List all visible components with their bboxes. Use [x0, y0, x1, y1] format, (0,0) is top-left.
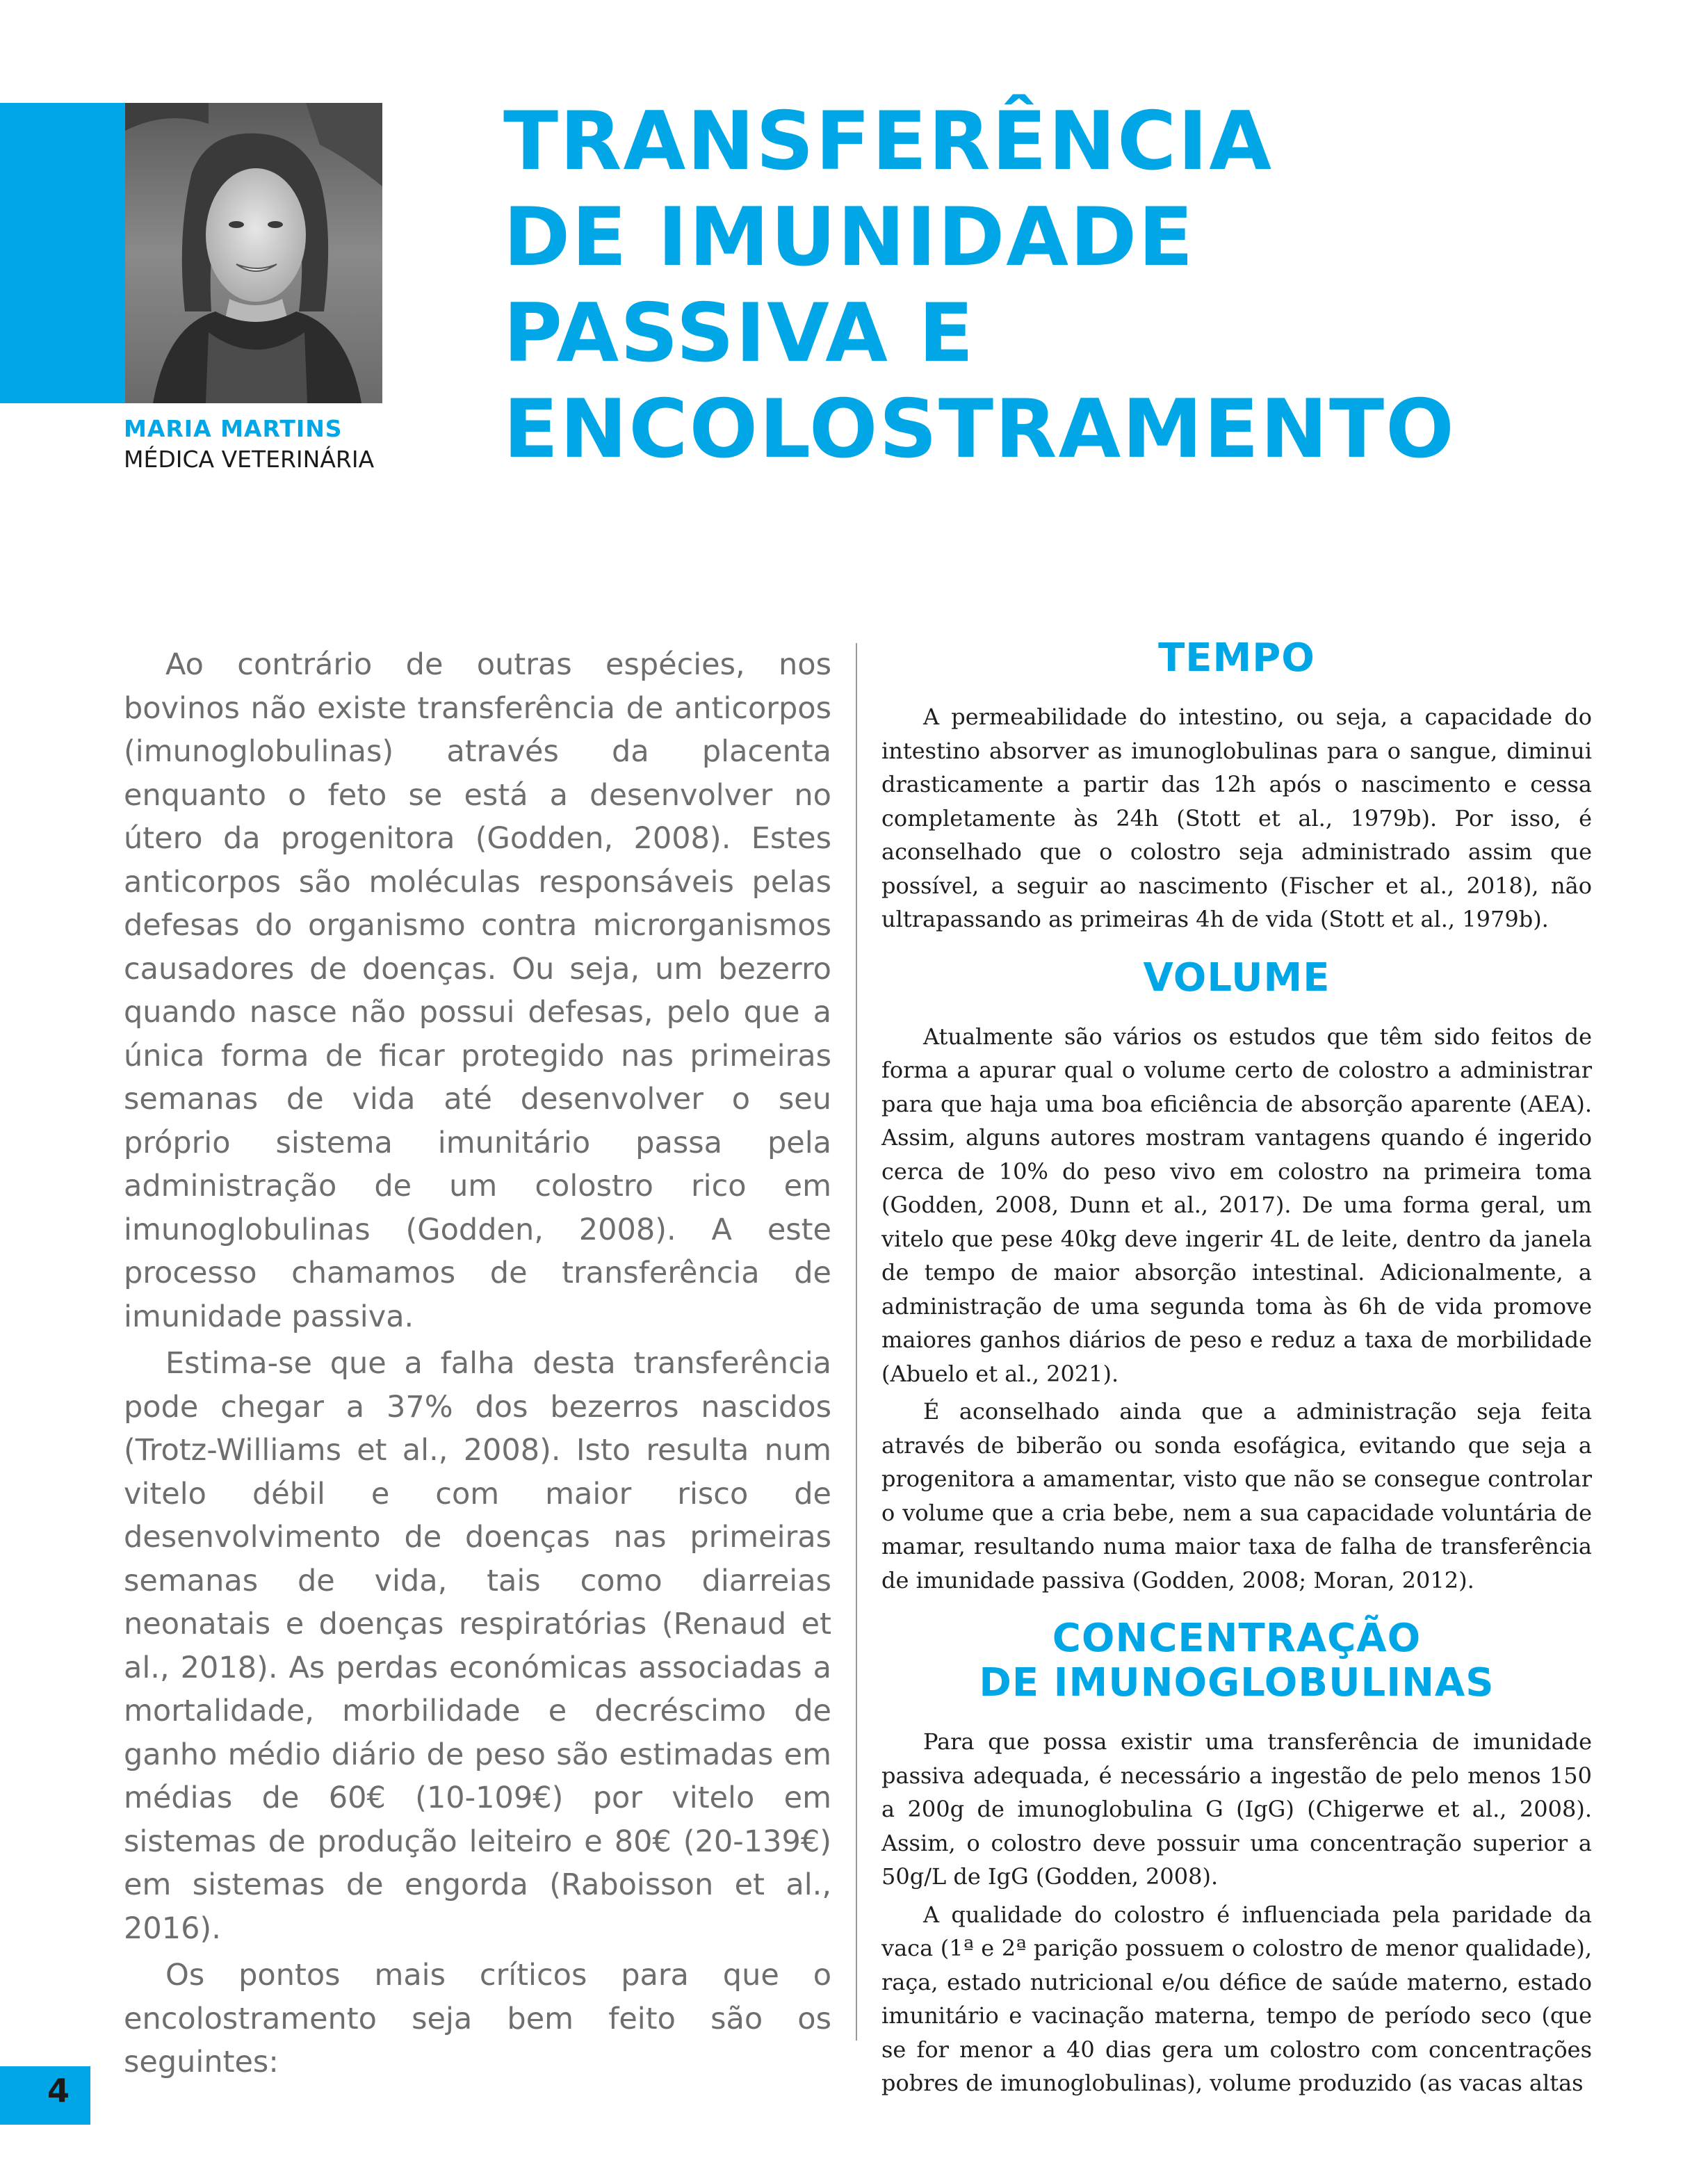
page-number-box [0, 2066, 90, 2125]
title-line: ENCOLOSTRAMENTO [503, 382, 1456, 476]
body-paragraph: Os pontos mais críticos para que o encolostramento seja bem feito são os seguintes: [124, 1958, 831, 2079]
article-title [503, 94, 1685, 478]
body-paragraph: Estima-se que a falha desta transferência pode chegar a 37% dos bezerros nascidos (Trotz-Williams et al., 2008). Isto resulta num vitelo débil e com maior risco de desenvolvimento de doenças nas primeiras semanas de vida, tais como diarreias neonatais e doenças respiratórias (Renaud et al., 2018). As perdas económicas associadas a mortalidade, morbilidade e decréscimo de ganho médio diário de peso são estimadas em médias de 60€ (10-109€) por vitelo em sistemas de produção leiteiro e 80€ (20-139€) em sistemas de engorda (Raboisson et al., 2016). [124, 1346, 831, 1946]
body-paragraph: Ao contrário de outras espécies, nos bovinos não existe transferência de anticorpos (imunoglobulinas) através da placenta enquanto o feto se está a desenvolver no útero da progenitora (Godden, 2008). Estes anticorpos são moléculas responsáveis pelas defesas do organismo contra microrganismos causadores de doenças. Ou seja, um bezerro quando nasce não possui defesas, pelo que a única forma de ficar protegido nas primeiras semanas de vida até desenvolver o seu próprio sistema imunitário passa pela administração de um colostro rico em imunoglobulinas (Godden, 2008). A este processo chamamos de transferência de imunidade passiva. [124, 647, 831, 1334]
page-number: 4 [47, 2072, 70, 2109]
body-paragraph: Para que possa existir uma transferência de imunidade passiva adequada, é necessário a ingestão de pelo menos 150 a 200g de imunoglobulina G (IgG) (Chigerwe et al., 2008). Assim, o colostro deve possuir uma concentração superior a 50g/L de IgG (Godden, 2008). [881, 1728, 1592, 1890]
section-heading-volume: VOLUME [1143, 955, 1331, 1000]
author-name: MARIA MARTINS [124, 415, 343, 442]
title-line: PASSIVA E [503, 286, 975, 380]
body-paragraph: É aconselhado ainda que a administração seja feita através de biberão ou sonda esofágica, evitando que seja a progenitora a amamentar, visto que não se consegue controlar o volume que a cria bebe, nem a sua capacidade voluntária de mamar, resultando numa maior taxa de falha de transferência de imunidade passiva (Godden, 2008; Moran, 2012). [881, 1398, 1592, 1594]
body-paragraph: A qualidade do colostro é influenciada pela paridade da vaca (1ª e 2ª parição possuem o colostro de menor qualidade), raça, estado nutricional e/ou défice de saúde materno, estado imunitário e vacinação materna, tempo de período seco (que se for menor a 40 dias gera um colostro com concentrações pobres de imunoglobulinas), volume produzido (as vacas altas [881, 1901, 1592, 2096]
body-paragraph: Atualmente são vários os estudos que têm sido feitos de forma a apurar qual o volume certo de colostro a administrar para que haja uma boa eficiência de absorção aparente (AEA). Assim, alguns autores mostram vantagens quando é ingerido cerca de 10% do peso vivo em colostro na primeira toma (Godden, 2008, Dunn et al., 2017). De uma forma geral, um vitelo que pese 40kg deve ingerir 4L de leite, dentro da janela de tempo de maior absorção intestinal. Adicionalmente, a administração de uma segunda toma às 6h de vida promove maiores ganhos diários de peso e reduz a taxa de morbilidade (Abuelo et al., 2021). [881, 1023, 1592, 1387]
heading-line: DE IMUNOGLOBULINAS [979, 1660, 1495, 1705]
section-heading-concentracao [881, 1616, 1592, 1705]
title-line: DE IMUNIDADE [503, 190, 1195, 284]
author-role: MÉDICA VETERINÁRIA [124, 446, 375, 473]
title-line: TRANSFERÊNCIA [503, 95, 1274, 188]
accent-bar [0, 103, 125, 403]
body-paragraph: A permeabilidade do intestino, ou seja, a capacidade do intestino absorver as imunoglobulinas para o sangue, diminui drasticamente a partir das 12h após o nascimento e cessa completamente às 24h (Stott et al., 1979b). Por isso, é aconselhado que o colostro seja administrado assim que possível, a seguir ao nascimento (Fischer et al., 2018), não ultrapassando as primeiras 4h de vida (Stott et al., 1979b). [881, 704, 1592, 932]
section-heading-tempo: TEMPO [1158, 635, 1315, 681]
author-photo [125, 103, 382, 403]
heading-line: CONCENTRAÇÃO [1052, 1616, 1422, 1661]
column-divider [856, 643, 857, 2041]
left-column [124, 643, 831, 2088]
right-column [881, 636, 1592, 2100]
